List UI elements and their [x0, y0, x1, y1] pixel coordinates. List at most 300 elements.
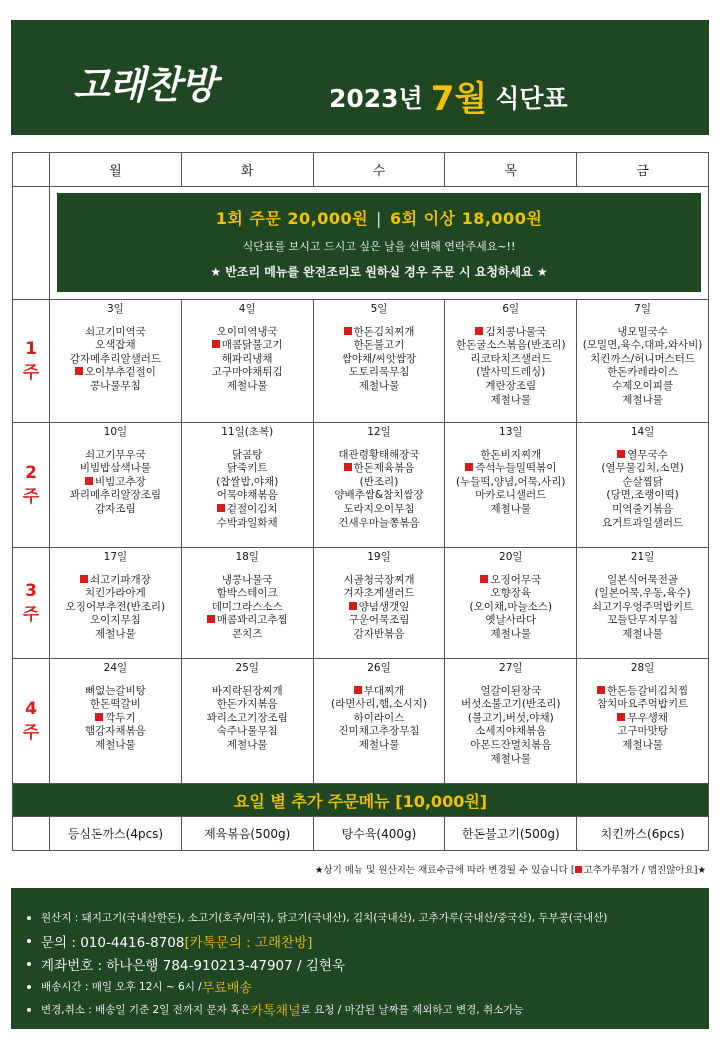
- menu-item-text: 오이부추겉절이: [84, 366, 156, 379]
- day-date: 3일: [106, 303, 124, 315]
- change-text: 변경,취소 : 배송일 기준 2일 전까지 문자 혹은: [41, 1004, 251, 1016]
- menu-item-text: 제철나물: [490, 627, 532, 640]
- menu-item-text: 무우생채: [627, 711, 668, 724]
- order-notice: [57, 193, 701, 292]
- day-date: 10일: [103, 426, 128, 438]
- menu-item-text: 바지락된장찌개: [211, 684, 283, 697]
- menu-item: [577, 476, 708, 490]
- menu-item-text: 치킨까스/허니머스터드: [590, 352, 696, 365]
- menu-item-text: (열무물김치,소면): [601, 462, 684, 475]
- menu-item: [50, 503, 181, 517]
- red-square-icon: [344, 327, 352, 335]
- red-square-icon: [212, 340, 220, 348]
- menu-item-text: 쌈야채/씨앗쌈장: [341, 352, 417, 365]
- menu-item: [182, 712, 313, 726]
- menu-item-text: 콩나물무침: [90, 379, 141, 392]
- menu-item: [314, 380, 445, 394]
- menu-item: [182, 587, 313, 601]
- menu-item: [314, 601, 445, 615]
- menu-item-text: 비빔고추장: [95, 475, 146, 488]
- menu-item: [314, 339, 445, 353]
- menu-item-text: 치킨가라아게: [84, 587, 146, 600]
- menu-item: [445, 366, 576, 380]
- menu-item: [577, 339, 708, 353]
- menu-item-text: 옛날사라다: [485, 614, 537, 627]
- delivery-text: 배송시간 : 매일 오후 12시 ~ 6시 /: [41, 981, 202, 993]
- day-cell[interactable]: [313, 300, 445, 423]
- menu-item-text: 한돈등갈비김치찜: [607, 684, 689, 697]
- menu-item-text: (반조리): [359, 475, 399, 488]
- menu-item: [445, 739, 576, 753]
- menu-item-text: 제철나물: [358, 738, 400, 751]
- menu-item-text: 제철나물: [490, 393, 532, 406]
- extra-item: 제육볶음(500g): [181, 817, 313, 851]
- menu-item: [182, 739, 313, 753]
- red-square-icon: [349, 602, 357, 610]
- menu-item-text: 한돈불고기: [353, 339, 405, 352]
- menu-item: [314, 517, 445, 531]
- menu-item-text: 고구마야채튀김: [211, 366, 283, 379]
- menu-item: [577, 326, 708, 340]
- menu-item-text: 버섯소불고기(반조리): [461, 698, 561, 711]
- menu-item-text: 오징어무국: [490, 573, 542, 586]
- change-kakao: 카톡채널: [250, 1004, 301, 1019]
- menu-item-text: 오이지무침: [90, 614, 141, 627]
- day-cell[interactable]: [313, 423, 445, 548]
- day-cell[interactable]: [577, 659, 709, 784]
- menu-item-text: 비빔밥삼색나물: [79, 462, 151, 475]
- menu-item: [50, 339, 181, 353]
- menu-item-text: 양념생갯잎: [358, 600, 410, 613]
- menu-item: [577, 380, 708, 394]
- menu-item-text: (오이채,마늘소스): [469, 600, 553, 613]
- menu-item: [314, 685, 445, 699]
- menu-item-text: 뼈없는갈비탕: [84, 684, 146, 697]
- menu-item-text: 오색잡채: [95, 339, 136, 352]
- menu-item: [50, 326, 181, 340]
- contact-phone: 문의 : 010-4416-8708: [41, 934, 185, 951]
- menu-item-text: 겨자초계샐러드: [343, 587, 415, 600]
- menu-item: [577, 587, 708, 601]
- menu-item-text: 해파리냉채: [221, 352, 273, 365]
- menu-item-text: 제철나물: [622, 393, 663, 406]
- menu-item: [50, 366, 181, 380]
- menu-item: [577, 353, 708, 367]
- menu-item: [50, 739, 181, 753]
- day-date: 4일: [238, 303, 256, 315]
- footnote-text: ★상기 메뉴 및 원산지는 재료수급에 따라 변경될 수 있습니다 [: [314, 865, 575, 876]
- menu-item-text: 오징어부추전(반조리): [65, 600, 166, 613]
- notice-star: ★ 반조리 메뉴를 완전조리로 원하실 경우 주문 시 요청하세요 ★: [210, 264, 548, 279]
- day-date: 21일: [630, 551, 655, 563]
- menu-item: [445, 725, 576, 739]
- delivery-free: 무료배송: [201, 981, 252, 996]
- day-date: 19일: [367, 551, 391, 563]
- menu-item-text: (모밀면,육수,대파,와사비): [582, 339, 703, 352]
- weekday-fri: 금: [577, 153, 709, 187]
- menu-item: [50, 725, 181, 739]
- info-contact: [21, 929, 709, 952]
- day-date: 5일: [370, 303, 388, 315]
- day-date: 24일: [103, 662, 128, 674]
- menu-item-text: 순살찜닭: [622, 475, 663, 488]
- menu-item-text: 건새우마늘쫑볶음: [338, 516, 420, 529]
- menu-item-text: 제철나물: [95, 627, 136, 640]
- menu-item: [50, 712, 181, 726]
- week-label-part: 1: [25, 339, 37, 359]
- menu-item: [577, 712, 708, 726]
- menu-item: [182, 725, 313, 739]
- menu-item: [50, 628, 181, 642]
- day-date: 27일: [499, 662, 523, 674]
- menu-item: [182, 326, 313, 340]
- day-cell[interactable]: [577, 300, 709, 423]
- menu-item: [445, 489, 576, 503]
- day-cell[interactable]: [50, 659, 182, 784]
- menu-item: [182, 614, 313, 628]
- price-single: 1회 주문 20,000원: [215, 208, 369, 228]
- menu-item-text: 쇠고기우엉주먹밥키트: [591, 600, 694, 613]
- day-cell[interactable]: [313, 659, 445, 784]
- menu-item-text: 쇠고기미역국: [84, 325, 146, 338]
- menu-item: [577, 739, 708, 753]
- menu-item: [182, 503, 313, 517]
- menu-item-text: 어묵야채볶음: [216, 489, 278, 502]
- menu-item-text: (누들떡,양념,어묵,사리): [456, 475, 566, 488]
- extra-menu-row: [13, 817, 709, 851]
- brand-logo: 고래찬방: [73, 63, 216, 107]
- menu-item: [182, 380, 313, 394]
- menu-item: [445, 394, 576, 408]
- day-cell[interactable]: [50, 548, 182, 659]
- menu-item: [445, 712, 576, 726]
- extra-spacer: [13, 817, 50, 851]
- menu-item: [577, 462, 708, 476]
- red-square-icon: [95, 713, 103, 721]
- menu-item-text: 구운어묵조림: [348, 614, 410, 627]
- menu-item: [182, 462, 313, 476]
- red-square-icon: [354, 686, 362, 694]
- menu-item: [50, 489, 181, 503]
- menu-item-text: 얼갈이된장국: [480, 684, 542, 697]
- menu-item: [50, 601, 181, 615]
- menu-item-text: 미역줄기볶음: [612, 502, 674, 515]
- menu-item-text: (일본어묵,우동,육수): [594, 587, 691, 600]
- bullet-icon: [27, 985, 31, 989]
- day-cell[interactable]: [181, 300, 313, 423]
- menu-item-text: 제철나물: [226, 738, 268, 751]
- day-cell[interactable]: [577, 548, 709, 659]
- menu-item: [445, 614, 576, 628]
- week-label-part: 주: [22, 605, 40, 625]
- day-date: 26일: [367, 662, 391, 674]
- menu-item-text: 꼬들단무지무침: [607, 614, 679, 627]
- menu-item-text: (찹쌀밥,야채): [216, 475, 279, 488]
- bullet-icon: [27, 939, 31, 943]
- menu-item: [314, 489, 445, 503]
- menu-item-text: 제철나물: [622, 738, 663, 751]
- day-date: 11일(초복): [221, 426, 274, 438]
- menu-item: [445, 601, 576, 615]
- info-origin: [21, 906, 709, 929]
- red-square-icon: [617, 713, 625, 721]
- bullet-icon: [27, 1008, 31, 1012]
- menu-item-text: 감자반볶음: [353, 627, 405, 640]
- red-square-icon: [207, 615, 215, 623]
- day-date: 25일: [235, 662, 259, 674]
- menu-item: [182, 574, 313, 588]
- menu-item: [182, 339, 313, 353]
- day-date: 14일: [630, 426, 655, 438]
- menu-item-text: 한돈비지찌개: [480, 448, 542, 461]
- menu-item: [577, 685, 708, 699]
- menu-item: [50, 353, 181, 367]
- menu-item-text: 꽈리메추리알장조림: [69, 489, 162, 502]
- red-square-icon: [217, 504, 225, 512]
- account-text: 계좌번호 : 하나은행 784-910213-47907 / 김현욱: [41, 957, 345, 974]
- menu-item: [50, 698, 181, 712]
- info-account: [21, 952, 709, 975]
- notice-sub: 식단표를 보시고 드시고 싶은 날을 선택해 연락주세요~!!: [242, 239, 516, 253]
- extra-menu-header-row: [13, 784, 709, 817]
- menu-item-text: 요거트과일샐러드: [602, 516, 684, 529]
- menu-item-text: 수박과일화채: [216, 516, 278, 529]
- extra-item: 탕수육(400g): [313, 817, 445, 851]
- menu-item-text: 시골청국장찌개: [343, 573, 415, 586]
- menu-item-text: 냉콩나물국: [221, 573, 273, 586]
- menu-item-text: 콘치즈: [231, 627, 263, 640]
- day-cell[interactable]: [50, 300, 182, 423]
- week-label: [13, 423, 50, 548]
- menu-item: [577, 503, 708, 517]
- menu-item: [445, 380, 576, 394]
- day-date: 17일: [103, 551, 128, 563]
- menu-item: [577, 698, 708, 712]
- menu-item-text: 도라지오이무침: [343, 502, 415, 515]
- menu-item-text: 하이라이스: [353, 711, 405, 724]
- week-label: [13, 659, 50, 784]
- menu-item: [577, 394, 708, 408]
- menu-item: [314, 503, 445, 517]
- title-year: 2023년: [329, 84, 423, 113]
- menu-item: [182, 366, 313, 380]
- menu-item-text: 제철나물: [490, 752, 532, 765]
- menu-item: [314, 698, 445, 712]
- menu-item-text: 한돈김치찌개: [353, 325, 415, 338]
- menu-item-text: 겉절이김치: [226, 502, 278, 515]
- extra-item: 한돈불고기(500g): [445, 817, 577, 851]
- menu-item: [577, 366, 708, 380]
- week-row: [13, 300, 709, 423]
- menu-item-text: (불고기,버섯,야채): [467, 711, 554, 724]
- red-square-icon: [75, 367, 83, 375]
- menu-item-text: 꽈리소고기장조림: [206, 711, 288, 724]
- menu-item-text: 매콤꽈리고추찜: [216, 614, 288, 627]
- title-month: 7월: [430, 79, 488, 119]
- corner-cell: [13, 153, 50, 187]
- menu-item-text: 제철나물: [95, 738, 136, 751]
- menu-item: [50, 587, 181, 601]
- menu-item-text: 도토리묵무침: [348, 366, 410, 379]
- red-square-icon: [344, 463, 352, 471]
- day-date: 20일: [499, 551, 523, 563]
- menu-item-text: 제철나물: [358, 379, 400, 392]
- menu-item: [182, 685, 313, 699]
- menu-item-text: (발사믹드레싱): [476, 366, 546, 379]
- menu-item: [314, 587, 445, 601]
- header-banner: [11, 20, 709, 135]
- menu-item: [314, 725, 445, 739]
- menu-item-text: 대관령황태해장국: [338, 448, 420, 461]
- menu-item-text: 함박스테이크: [216, 587, 278, 600]
- menu-item: [445, 503, 576, 517]
- menu-item: [577, 489, 708, 503]
- menu-item-text: 숙주나물무침: [216, 725, 278, 738]
- menu-item: [577, 628, 708, 642]
- menu-item-text: 참치마요주먹밥키트: [596, 698, 689, 711]
- menu-item-text: 수제오이피클: [612, 379, 674, 392]
- menu-item: [445, 353, 576, 367]
- menu-item-text: 쇠고기파개장: [89, 573, 151, 586]
- menu-item: [314, 628, 445, 642]
- week-label-part: 2: [25, 463, 37, 483]
- bullet-icon: [27, 916, 31, 920]
- weekday-header-row: [13, 153, 709, 187]
- menu-item-text: 한돈제육볶음: [353, 462, 415, 475]
- menu-item-text: 아몬드잔멸치볶음: [470, 738, 552, 751]
- menu-item: [182, 628, 313, 642]
- menu-item: [182, 489, 313, 503]
- extra-item: 등심돈까스(4pcs): [50, 817, 182, 851]
- week-label-part: 3: [25, 581, 37, 601]
- menu-item-text: 제철나물: [490, 502, 532, 515]
- day-cell[interactable]: [181, 548, 313, 659]
- menu-item: [314, 462, 445, 476]
- menu-item: [50, 685, 181, 699]
- menu-item-text: 한돈떡갈비: [90, 698, 141, 711]
- day-cell[interactable]: [181, 659, 313, 784]
- change-text-after: 로 요청 / 마감된 날짜를 제외하고 변경, 취소가능: [300, 1004, 524, 1016]
- weekday-tue: 화: [181, 153, 313, 187]
- menu-item: [182, 517, 313, 531]
- menu-item: [445, 685, 576, 699]
- day-cell[interactable]: [445, 300, 577, 423]
- week-label: [13, 300, 50, 423]
- notice-row: [13, 187, 709, 300]
- menu-item-text: 김치콩나물국: [485, 325, 547, 338]
- week-label-part: 주: [22, 363, 40, 383]
- menu-item: [314, 476, 445, 490]
- day-cell[interactable]: [445, 423, 577, 548]
- menu-item-text: 열무국수: [627, 448, 668, 461]
- menu-item: [445, 339, 576, 353]
- day-cell[interactable]: [445, 659, 577, 784]
- day-date: 28일: [630, 662, 655, 674]
- menu-item-text: 일본식어묵전골: [607, 573, 679, 586]
- day-cell[interactable]: [313, 548, 445, 659]
- red-square-icon: [597, 686, 605, 694]
- menu-item: [577, 725, 708, 739]
- menu-item-text: 소세지야채볶음: [475, 725, 547, 738]
- menu-item: [445, 476, 576, 490]
- menu-item: [577, 449, 708, 463]
- menu-item-text: 즉석누들밀떡볶이: [475, 462, 557, 475]
- menu-item-text: 깍두기: [105, 711, 136, 724]
- menu-item: [182, 601, 313, 615]
- info-panel: [11, 888, 709, 1029]
- day-cell[interactable]: [181, 423, 313, 548]
- menu-item: [314, 712, 445, 726]
- day-cell[interactable]: [445, 548, 577, 659]
- menu-item: [445, 574, 576, 588]
- red-square-icon: [465, 463, 473, 471]
- weekday-mon: 월: [50, 153, 182, 187]
- menu-item-text: 제철나물: [622, 627, 663, 640]
- menu-item: [445, 326, 576, 340]
- bullet-icon: [27, 962, 31, 966]
- menu-item-text: 닭죽키트: [226, 462, 268, 475]
- menu-item: [50, 449, 181, 463]
- menu-item-text: 한돈굴소스볶음(반조리): [455, 339, 566, 352]
- week-row: [13, 548, 709, 659]
- info-change: [21, 998, 709, 1021]
- week-label-part: 4: [25, 699, 37, 719]
- menu-item-text: 부대찌개: [363, 684, 405, 697]
- menu-item: [182, 476, 313, 490]
- price-line: [57, 206, 701, 229]
- menu-item: [50, 462, 181, 476]
- menu-item: [445, 449, 576, 463]
- day-date: 6일: [502, 303, 520, 315]
- day-date: 12일: [367, 426, 391, 438]
- notice-spacer: [13, 187, 50, 300]
- day-date: 18일: [235, 551, 259, 563]
- menu-item: [50, 476, 181, 490]
- menu-item-text: (라면사리,햄,소시지): [330, 698, 427, 711]
- red-square-icon: [80, 575, 88, 583]
- contact-kakao: [카톡문의 : 고래찬방]: [184, 934, 313, 951]
- menu-item: [182, 353, 313, 367]
- menu-item: [50, 614, 181, 628]
- red-square-icon: [480, 575, 488, 583]
- extra-item: 치킨까스(6pcs): [577, 817, 709, 851]
- menu-item: [445, 698, 576, 712]
- menu-item-text: 제철나물: [226, 379, 268, 392]
- menu-item-text: 고구마맛탕: [617, 725, 668, 738]
- menu-item-text: 닭곰탕: [231, 448, 263, 461]
- menu-item-text: 마카로니샐러드: [475, 489, 547, 502]
- menu-item: [577, 574, 708, 588]
- menu-item: [577, 517, 708, 531]
- menu-item: [314, 449, 445, 463]
- price-multi: 6회 이상 18,000원: [389, 208, 543, 228]
- menu-item: [445, 753, 576, 767]
- menu-item: [50, 380, 181, 394]
- origin-text: 원산지 : 돼지고기(국내산한돈), 소고기(호주/미국), 닭고기(국내산), 김치(국내산), 고추가루(국내산/중국산), 두부콩(국내산): [41, 912, 608, 924]
- menu-item: [182, 449, 313, 463]
- menu-item-text: 햄감자채볶음: [84, 725, 146, 738]
- menu-item-text: 감자조림: [95, 502, 136, 515]
- menu-item: [577, 614, 708, 628]
- menu-item: [182, 698, 313, 712]
- menu-item: [314, 574, 445, 588]
- day-cell[interactable]: [577, 423, 709, 548]
- menu-item: [577, 601, 708, 615]
- menu-item: [445, 587, 576, 601]
- menu-item-text: 계란장조림: [485, 379, 537, 392]
- menu-item: [445, 628, 576, 642]
- day-cell[interactable]: [50, 423, 182, 548]
